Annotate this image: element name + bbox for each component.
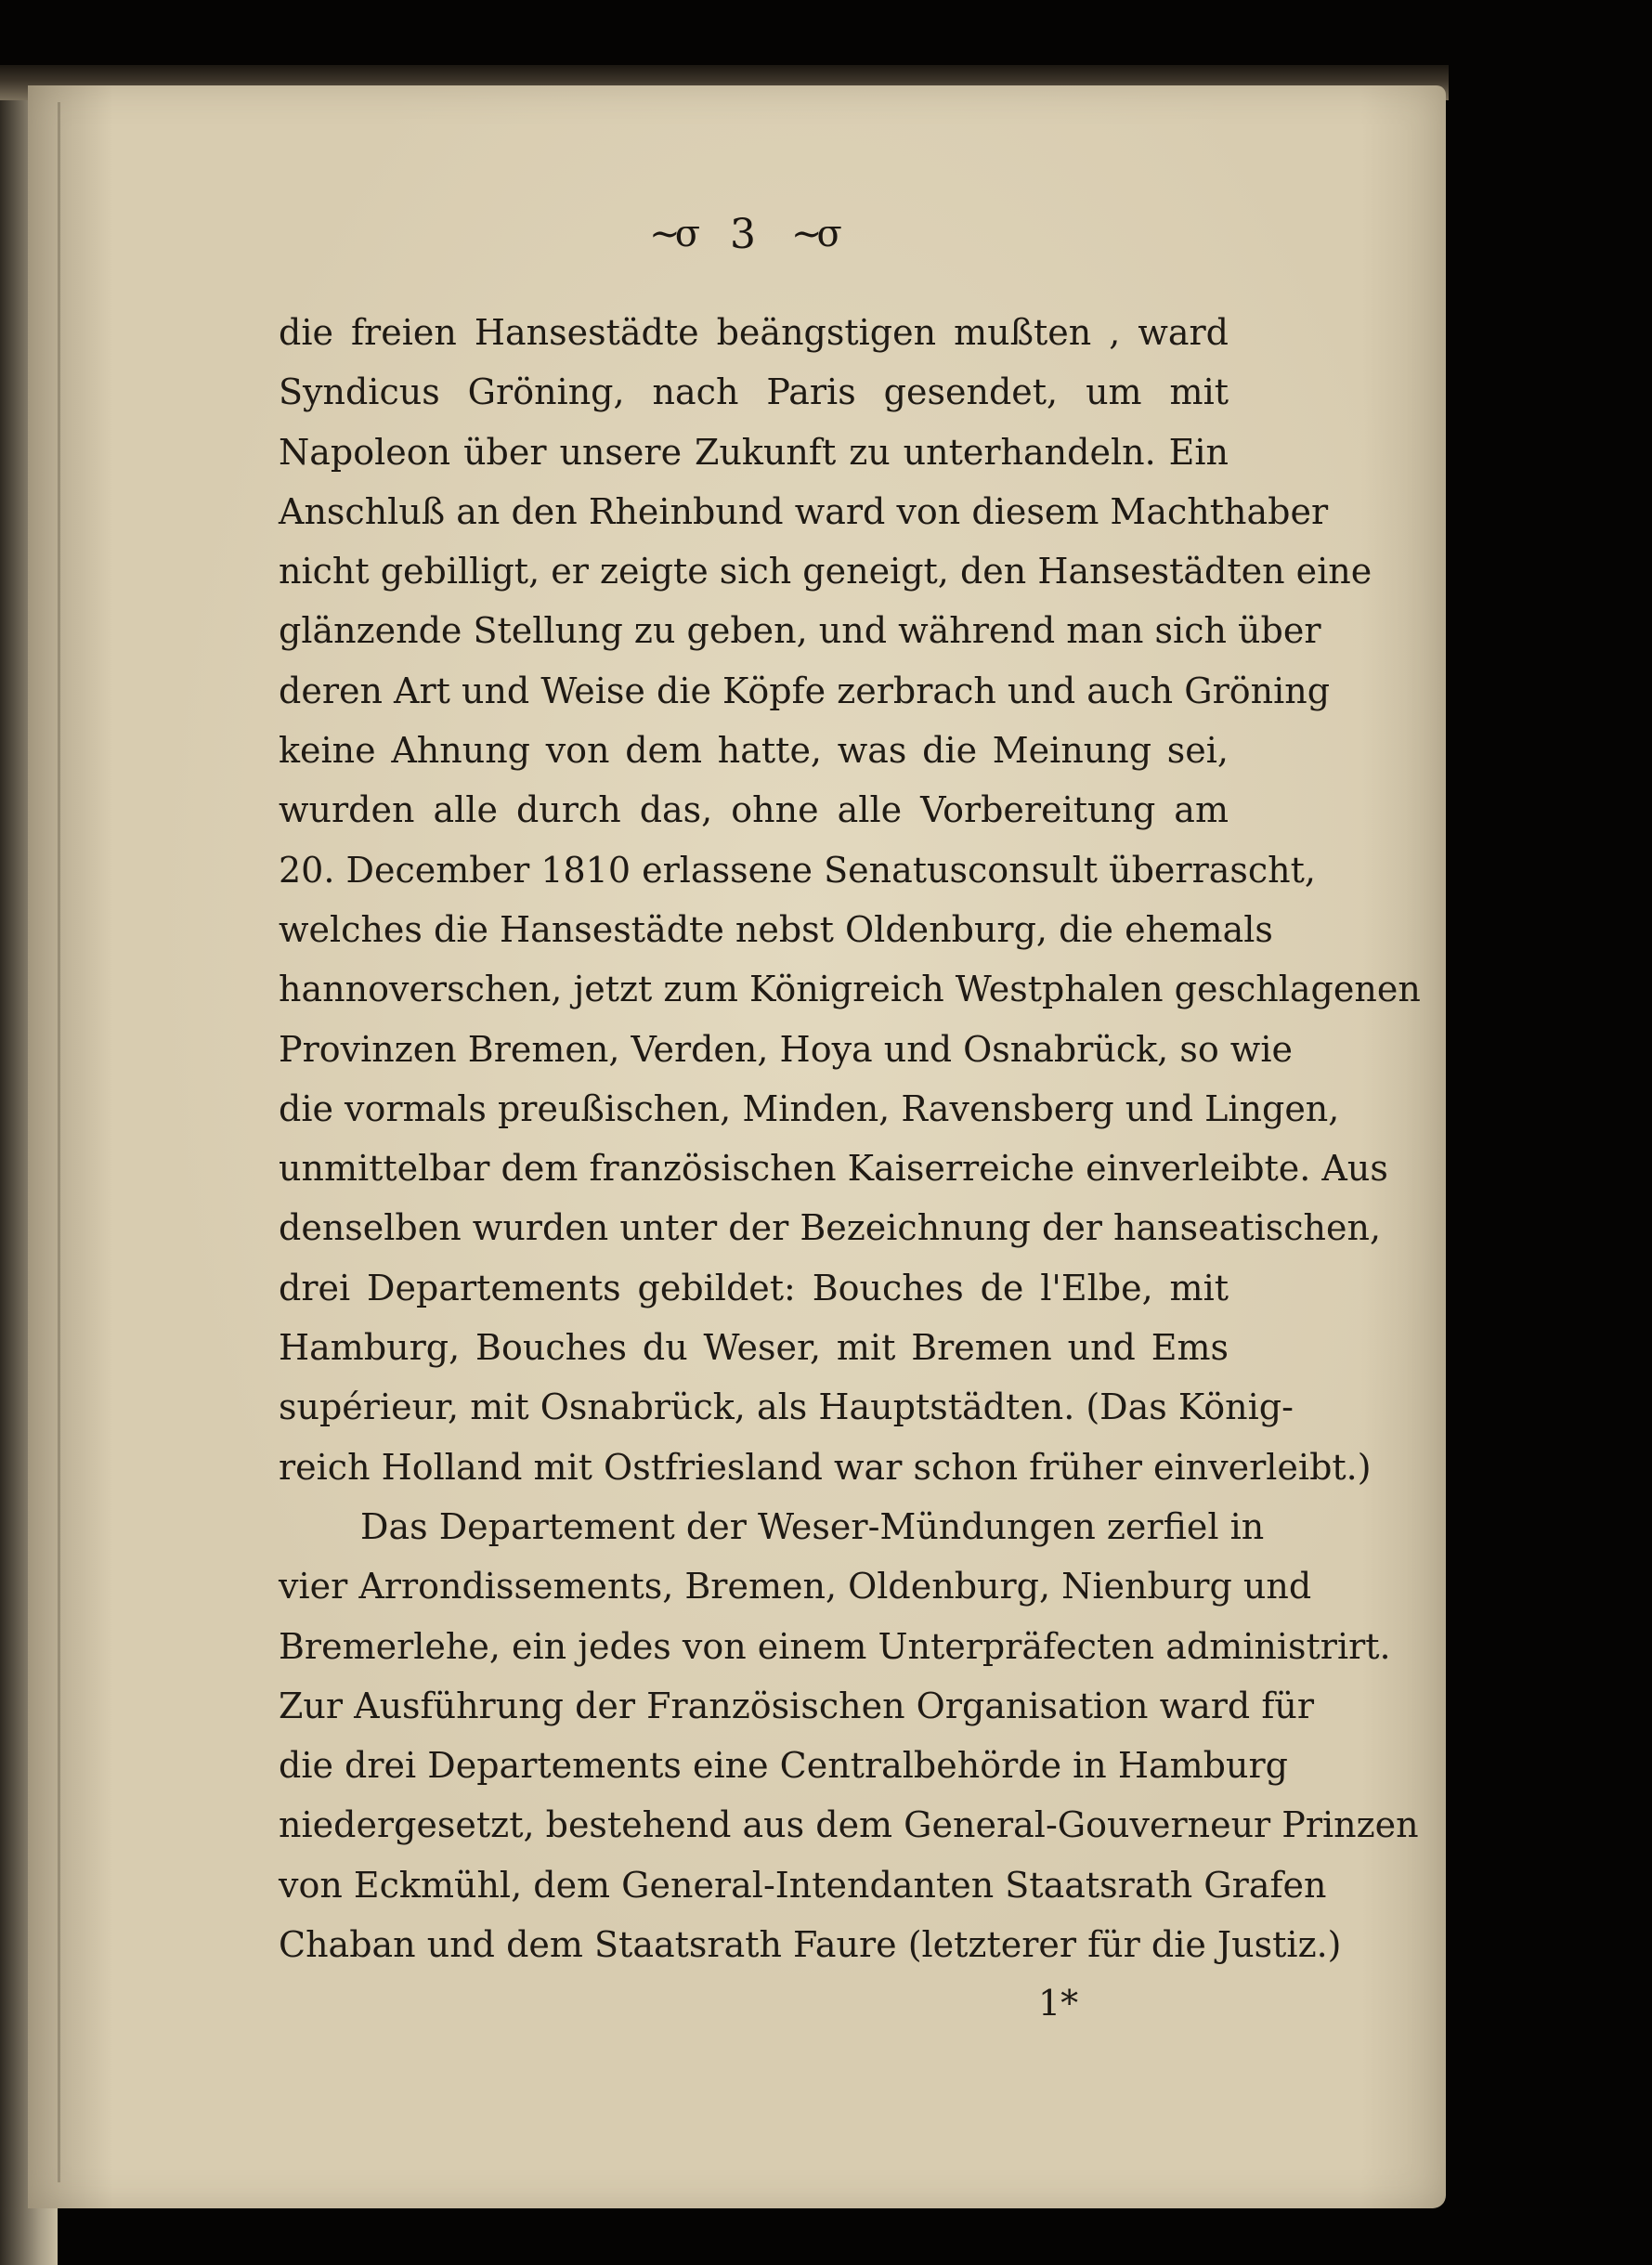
text-line: vier Arrondissements, Bremen, Oldenburg, Nienburg und xyxy=(279,1566,1312,1608)
text-line: welches die Hansestädte nebst Oldenburg, die ehemals xyxy=(279,908,1273,950)
text-line: supérieur, mit Osnabrück, als Hauptstädten. (Das König- xyxy=(279,1386,1294,1428)
text-line: wurden alle durch das, ohne alle Vorbereitung am xyxy=(279,789,1229,831)
text-line: deren Art und Weise die Köpfe zerbrach und auch Gröning xyxy=(279,670,1331,711)
text-line: Zur Ausführung der Französischen Organisation ward für xyxy=(279,1685,1315,1726)
text-line: 20. December 1810 erlassene Senatusconsult überrascht, xyxy=(279,849,1316,891)
ornament-left-icon: ∼σ xyxy=(649,213,695,255)
text-line: denselben wurden unter der Bezeichnung der hanseatischen, xyxy=(279,1207,1382,1249)
text-line: die freien Hansestädte beängstigen mußten , ward xyxy=(279,312,1229,353)
text-line: Syndicus Gröning, nach Paris gesendet, um mit xyxy=(279,371,1229,413)
text-line: glänzende Stellung zu geben, und während man sich über xyxy=(279,610,1321,652)
text-line: Napoleon über unsere Zukunft zu unterhandeln. Ein xyxy=(279,431,1229,473)
signature-mark: 1* xyxy=(1038,1983,1079,2024)
page-number: 3 xyxy=(730,210,756,258)
text-line: die drei Departements eine Centralbehörde in Hamburg xyxy=(279,1745,1288,1787)
text-line: Bremerlehe, ein jedes von einem Unterpräfecten administrirt. xyxy=(279,1625,1391,1667)
running-header xyxy=(604,206,882,262)
text-line: reich Holland mit Ostfriesland war schon früher einverleibt.) xyxy=(279,1446,1372,1488)
text-line-paragraph-start: Das Departement der Weser-Mündungen zerfiel in xyxy=(360,1505,1265,1547)
ornament-right-icon: ∼σ xyxy=(791,213,837,255)
text-line: drei Departements gebildet: Bouches de l'Elbe, mit xyxy=(279,1267,1229,1308)
gutter-line xyxy=(58,102,60,2182)
text-line: Hamburg, Bouches du Weser, mit Bremen und Ems xyxy=(279,1327,1229,1369)
text-line: Chaban und dem Staatsrath Faure (letzterer für die Justiz.) xyxy=(279,1924,1342,1966)
text-line: hannoverschen, jetzt zum Königreich Westphalen geschlagenen xyxy=(279,969,1421,1010)
text-line: von Eckmühl, dem General-Intendanten Staatsrath Grafen xyxy=(279,1864,1327,1906)
text-line: keine Ahnung von dem hatte, was die Meinung sei, xyxy=(279,730,1229,772)
text-line: unmittelbar dem französischen Kaiserreiche einverleibte. Aus xyxy=(279,1148,1388,1190)
text-line: niedergesetzt, bestehend aus dem General-Gouverneur Prinzen xyxy=(279,1804,1419,1846)
text-line: Provinzen Bremen, Verden, Hoya und Osnabrück, so wie xyxy=(279,1028,1293,1070)
text-line: die vormals preußischen, Minden, Ravensberg und Lingen, xyxy=(279,1087,1340,1129)
text-line: nicht gebilligt, er zeigte sich geneigt, den Hansestädten eine xyxy=(279,551,1372,592)
body-text xyxy=(279,303,1421,1974)
text-line: Anschluß an den Rheinbund ward von diesem Machthaber xyxy=(279,490,1329,532)
